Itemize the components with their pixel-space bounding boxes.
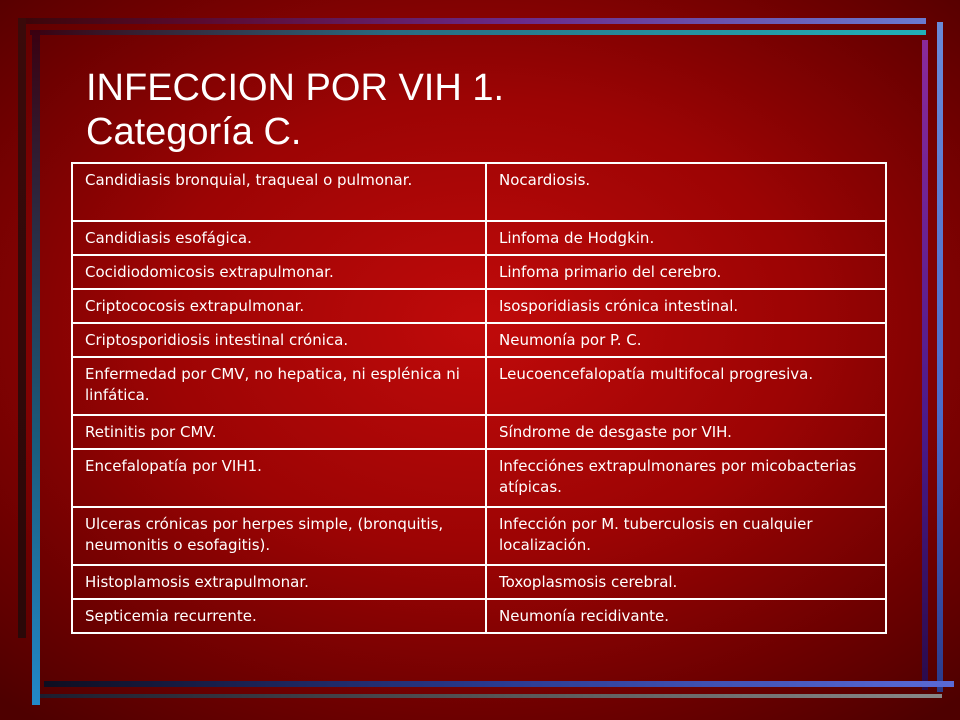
table-row <box>72 449 886 507</box>
table-cell-right: Toxoplasmosis cerebral. <box>486 565 886 599</box>
decorative-bar-left-outer <box>18 18 26 638</box>
table-cell-right: Infección por M. tuberculosis en cualquier localización. <box>486 507 886 565</box>
table-cell-right: Neumonía por P. C. <box>486 323 886 357</box>
table-cell-left: Candidiasis esofágica. <box>72 221 486 255</box>
decorative-bar-bottom-outer <box>40 694 942 698</box>
table-cell-left: Septicemia recurrente. <box>72 599 486 633</box>
table-cell-right: Neumonía recidivante. <box>486 599 886 633</box>
table-cell-right: Síndrome de desgaste por VIH. <box>486 415 886 449</box>
table-cell-right: Linfoma de Hodgkin. <box>486 221 886 255</box>
table-cell-right: Infecciónes extrapulmonares por micobacterias atípicas. <box>486 449 886 507</box>
table-row <box>72 507 886 565</box>
slide-title <box>86 66 504 154</box>
table-cell-left: Retinitis por CMV. <box>72 415 486 449</box>
table-row <box>72 221 886 255</box>
table-cell-right: Isosporidiasis crónica intestinal. <box>486 289 886 323</box>
table-cell-right: Nocardiosis. <box>486 163 886 221</box>
decorative-bar-left-inner <box>32 30 40 705</box>
table-cell-left: Enfermedad por CMV, no hepatica, ni esplénica ni linfática. <box>72 357 486 415</box>
table-cell-right: Linfoma primario del cerebro. <box>486 255 886 289</box>
table-cell-left: Candidiasis bronquial, traqueal o pulmonar. <box>72 163 486 221</box>
table-row <box>72 163 886 221</box>
decorative-bar-right-inner <box>922 40 928 690</box>
slide-title-line-2: Categoría C. <box>86 111 302 153</box>
table-row <box>72 415 886 449</box>
table-cell-left: Histoplamosis extrapulmonar. <box>72 565 486 599</box>
decorative-bar-top-inner <box>30 30 926 35</box>
table-row <box>72 323 886 357</box>
table-cell-right: Leucoencefalopatía multifocal progresiva. <box>486 357 886 415</box>
table-cell-left: Ulceras crónicas por herpes simple, (bronquitis, neumonitis o esofagitis). <box>72 507 486 565</box>
table-cell-left: Criptococosis extrapulmonar. <box>72 289 486 323</box>
decorative-bar-right-outer <box>937 22 943 692</box>
table-row <box>72 565 886 599</box>
table-cell-left: Encefalopatía por VIH1. <box>72 449 486 507</box>
table-row <box>72 599 886 633</box>
table-cell-left: Criptosporidiosis intestinal crónica. <box>72 323 486 357</box>
table-cell-left: Cocidiodomicosis extrapulmonar. <box>72 255 486 289</box>
table-row <box>72 357 886 415</box>
table-row <box>72 255 886 289</box>
decorative-bar-top-outer <box>18 18 926 24</box>
table-row <box>72 289 886 323</box>
category-c-table <box>71 162 887 634</box>
slide-title-line-1: INFECCION POR VIH 1. <box>86 67 505 109</box>
decorative-bar-bottom-inner <box>44 681 954 687</box>
